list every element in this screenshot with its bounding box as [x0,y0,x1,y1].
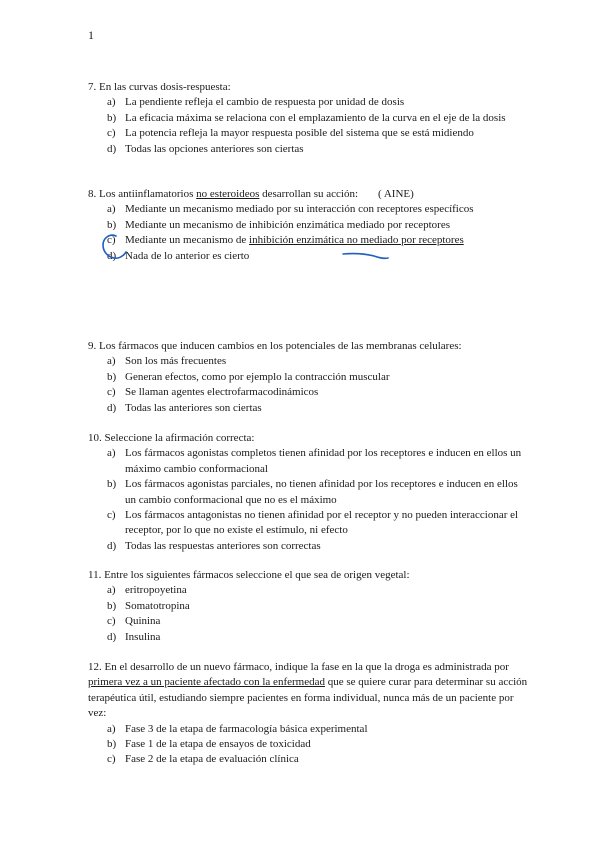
question-8-note: ( AINE) [378,188,414,200]
question-11-stem: 11. Entre los siguientes fármacos seleccione el que sea de origen vegetal: [88,569,410,581]
question-7-option-a[interactable]: a) La pendiente refleja el cambio de respuesta por unidad de dosis [107,96,405,109]
question-7-option-c[interactable]: c) La potencia refleja la mayor respuesta posible del sistema que se está midiendo [107,127,474,140]
question-8 [88,187,528,264]
question-12-option-b[interactable]: b) Fase 1 de la etapa de ensayos de toxicidad [107,738,311,751]
question-9-option-c[interactable]: c) Se llaman agentes electrofarmacodinámicos [107,386,319,399]
question-9 [88,339,528,416]
page-number: 1 [88,28,94,42]
question-7 [88,80,528,157]
question-12-option-a[interactable]: a) Fase 3 de la etapa de farmacología básica experimental [107,722,368,735]
question-12-stem: 12. En el desarrollo de un nuevo fármaco, indique la fase en la que la droga es administrada por primera vez a un paciente afectado con la enfermedad que se quiere curar para determinar su acción terapéutica útil, estudiando siempre pacientes en forma individual, nunca más de un paciente por vez: [88,661,528,720]
question-12 [88,660,528,768]
question-10-option-a[interactable]: a) Los fármacos agonistas completos tienen afinidad por los receptores e inducen en ellos un máximo cambio conformacional [107,447,522,475]
question-9-option-a[interactable]: a) Son los más frecuentes [107,355,227,368]
question-7-stem: 7. En las curvas dosis-respuesta: [88,81,231,93]
question-9-stem: 9. Los fármacos que inducen cambios en los potenciales de las membranas celulares: [88,340,462,352]
question-10 [88,431,528,554]
question-10-option-b[interactable]: b) Los fármacos agonistas parciales, no tienen afinidad por los receptores e inducen en ellos un cambio conformacional que no es el máximo [107,478,518,506]
question-7-option-d[interactable]: d) Todas las opciones anteriores son ciertas [107,142,304,155]
question-8-option-c[interactable]: c) Mediante un mecanismo de inhibición enzimática no mediado por receptores [107,234,464,247]
question-8-option-a[interactable]: a) Mediante un mecanismo mediado por su interacción con receptores específicos [107,203,474,216]
question-11-option-a[interactable]: a) eritropoyetina [107,584,187,597]
question-8-option-d[interactable]: d) Nada de lo anterior es cierto [107,249,250,262]
question-11 [88,568,528,645]
question-9-option-b[interactable]: b) Generan efectos, como por ejemplo la contracción muscular [107,370,390,383]
question-12-option-c[interactable]: c) Fase 2 de la etapa de evaluación clínica [107,753,299,766]
question-11-option-b[interactable]: b) Somatotropina [107,599,190,612]
question-9-option-d[interactable]: d) Todas las anteriores son ciertas [107,401,262,414]
question-10-option-d[interactable]: d) Todas las respuestas anteriores son correctas [107,539,321,552]
question-11-option-d[interactable]: d) Insulina [107,630,161,643]
question-10-option-c[interactable]: c) Los fármacos antagonistas no tienen afinidad por el receptor y no pueden interaccionar el receptor, por lo que no existe el estímulo, ni efecto [107,509,519,537]
question-11-option-c[interactable]: c) Quinina [107,615,161,628]
question-8-option-b[interactable]: b) Mediante un mecanismo de inhibición enzimática mediado por receptores [107,218,450,231]
question-10-stem: 10. Seleccione la afirmación correcta: [88,432,255,444]
question-8-stem: 8. Los antiinflamatorios no esteroideos desarrollan su acción: ( AINE) [88,188,414,200]
question-7-option-b[interactable]: b) La eficacia máxima se relaciona con el emplazamiento de la curva en el eje de la dosis [107,111,506,124]
